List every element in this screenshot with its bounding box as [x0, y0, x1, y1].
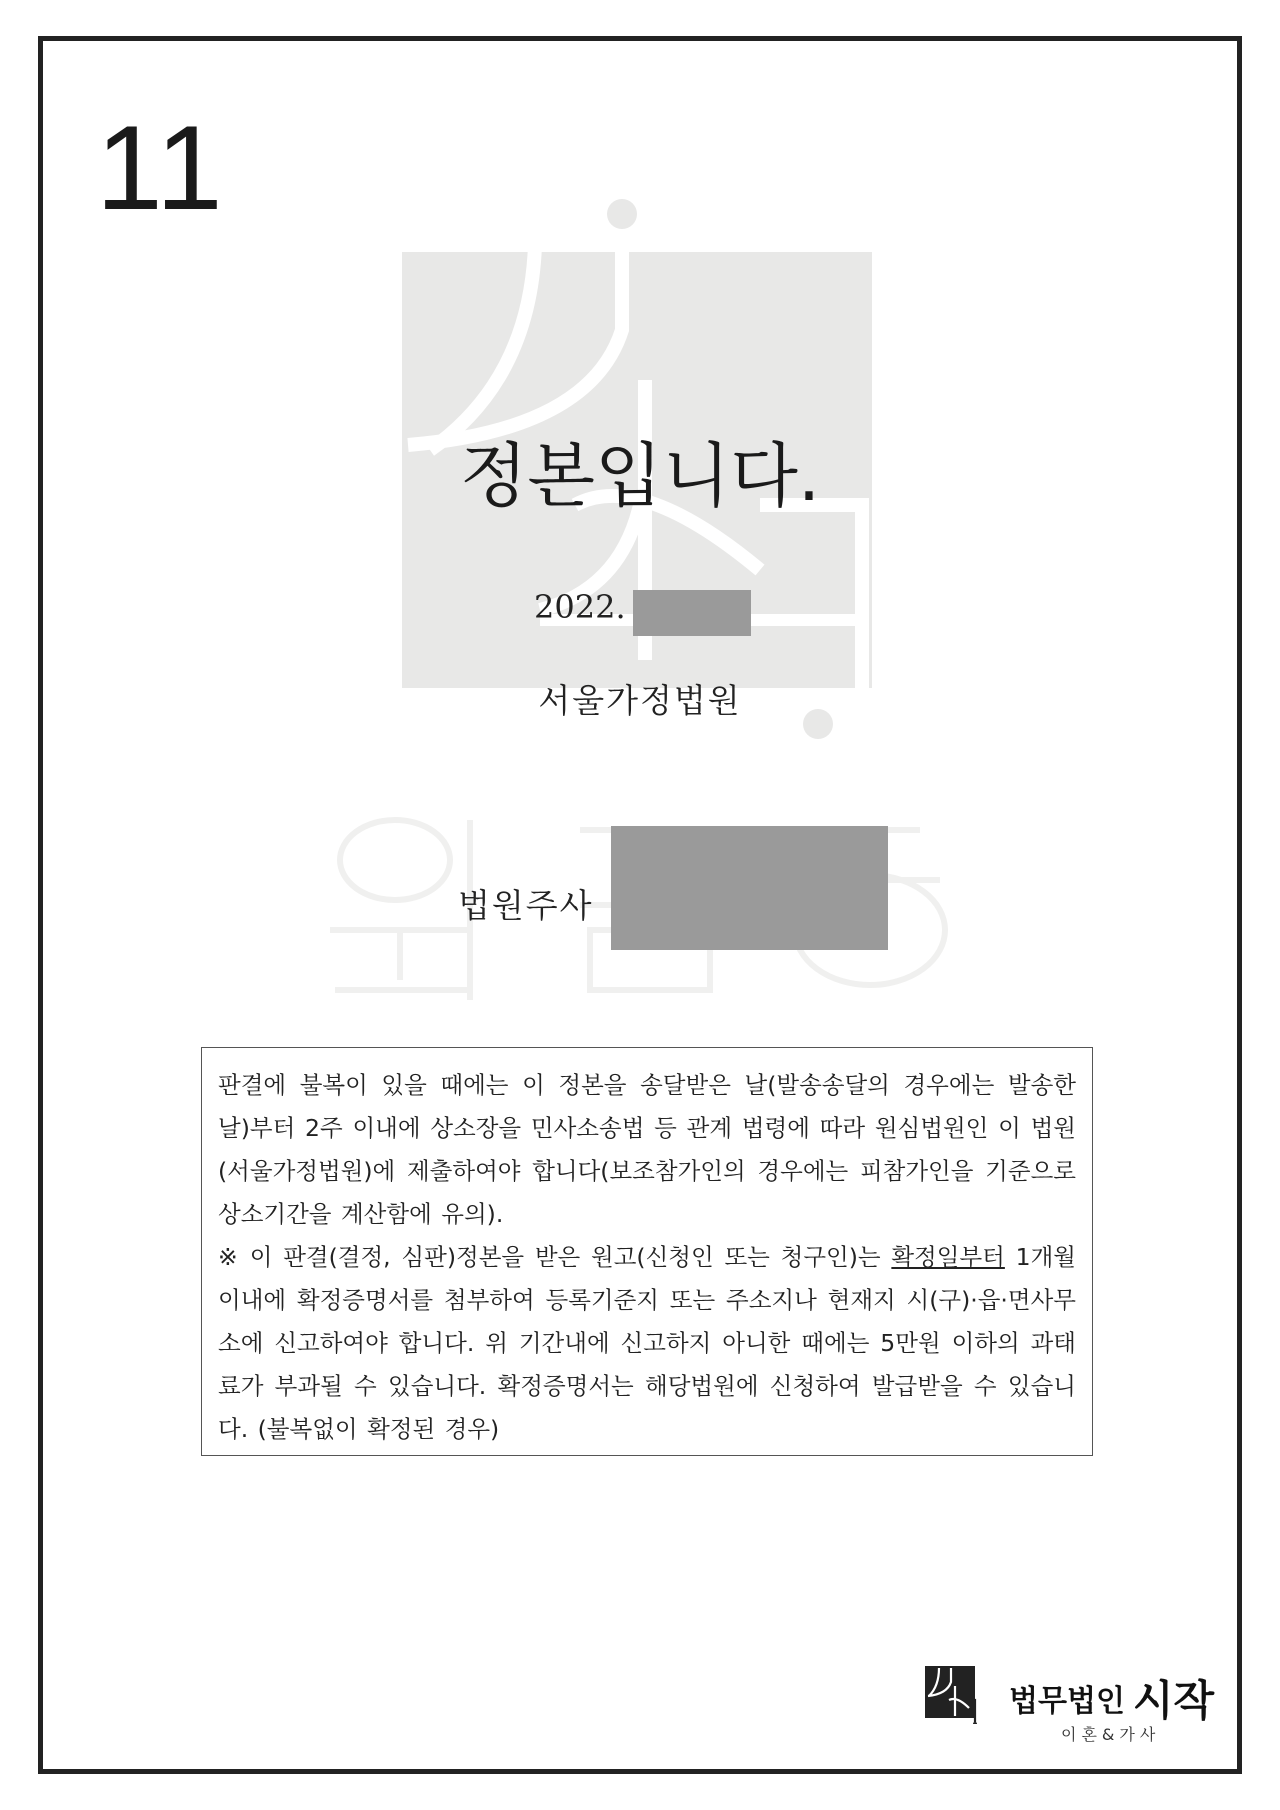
- clerk-label: 법원주사: [458, 886, 594, 925]
- law-firm-name: 법무법인 시작: [1009, 1676, 1215, 1725]
- page-number: 11: [96, 101, 225, 235]
- date-prefix: 2022.: [534, 588, 626, 626]
- notice-paragraph-registration: ※ 이 판결(결정, 심판)정본을 받은 원고(신청인 또는 청구인)는 확정일부터 1개월 이내에 확정증명서를 첨부하여 등록기준지 또는 주소지나 현재지 시(구)·읍·면사무소에 신고하여야 합니다. 위 기간내에 신고하지 아니한 때에는 5만원 이하의 과태료가 부과될 수 있습니다. 확정증명서는 해당법원에 신청하여 발급받을 수 있습니다. (불복없이 확정된 경우): [218, 1243, 1076, 1443]
- law-firm-tagline: 이혼&가사: [1061, 1725, 1161, 1744]
- court-name: 서울가정법원: [538, 681, 742, 720]
- page-title: 정본입니다.: [459, 435, 821, 517]
- appeal-notice-box: [201, 1047, 1093, 1456]
- law-firm-name-main: 시작: [1132, 1676, 1215, 1725]
- law-firm-logo-icon: [925, 1666, 981, 1724]
- redacted-clerk-name: [611, 826, 888, 950]
- notice-paragraph-appeal: 판결에 불복이 있을 때에는 이 정본을 송달받은 날(발송송달의 경우에는 발송한 날)부터 2주 이내에 상소장을 민사소송법 등 관계 법령에 따라 원심법원인 이 법원(서울가정법원)에 제출하여야 합니다(보조참가인의 경우에는 피참가인을 기준으로 상소기간을 계산함에 유의).: [218, 1071, 1076, 1228]
- issue-date: [534, 588, 626, 626]
- law-firm-brand: [925, 1662, 1215, 1742]
- redacted-date: [633, 590, 751, 636]
- underlined-text: 확정일부터: [891, 1243, 1005, 1271]
